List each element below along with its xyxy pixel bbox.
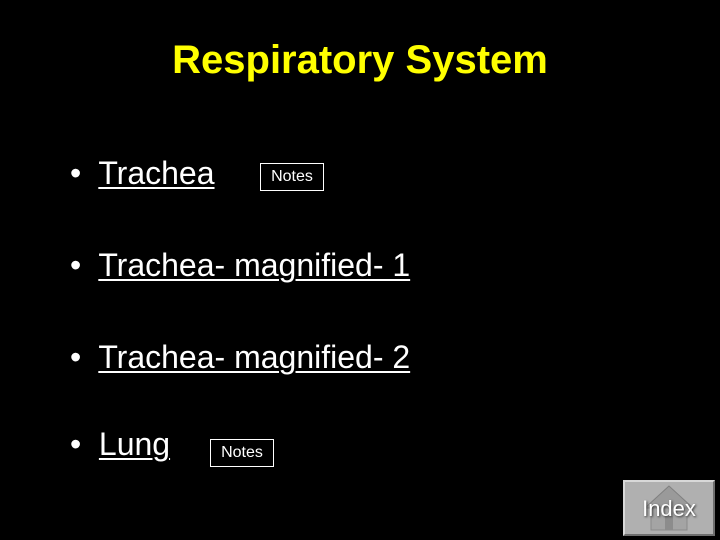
bullet-item-trachea-magnified-2	[70, 341, 410, 373]
index-label: Index	[642, 496, 696, 521]
notes-button-trachea[interactable]: Notes	[260, 163, 324, 191]
bullet-item-trachea-magnified-1	[70, 249, 410, 281]
notes-button-lung[interactable]: Notes	[210, 439, 274, 467]
link-trachea[interactable]: Trachea	[98, 155, 215, 191]
bullet-symbol: •	[70, 339, 82, 375]
index-button[interactable]	[623, 480, 715, 536]
bullet-symbol: •	[70, 426, 82, 462]
link-trachea-magnified-1[interactable]: Trachea- magnified- 1	[98, 247, 411, 283]
bullet-item-trachea	[70, 157, 215, 189]
link-trachea-magnified-2[interactable]: Trachea- magnified- 2	[98, 339, 411, 375]
bullet-symbol: •	[70, 247, 82, 283]
slide-title: Respiratory System	[172, 38, 548, 82]
link-lung[interactable]: Lung	[98, 426, 171, 462]
bullet-symbol: •	[70, 155, 82, 191]
bullet-item-lung	[70, 428, 170, 460]
